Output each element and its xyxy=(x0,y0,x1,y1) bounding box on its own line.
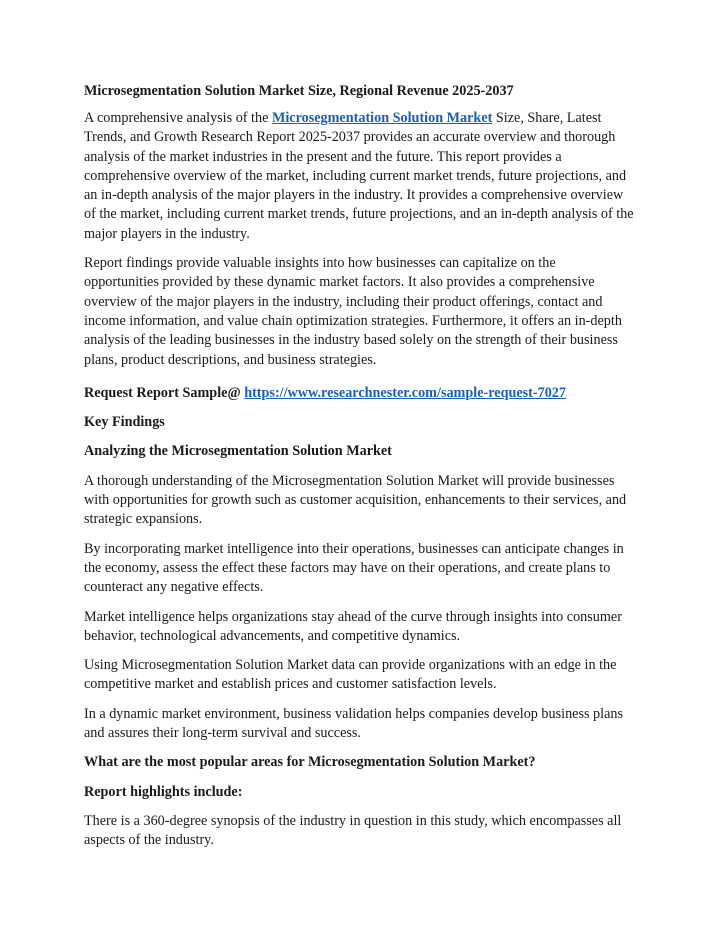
intro-paragraph xyxy=(84,109,634,244)
document-title: Microsegmentation Solution Market Size, Regional Revenue 2025-2037 xyxy=(84,83,514,99)
market-report-link[interactable]: Microsegmentation Solution Market xyxy=(271,110,493,126)
intro-text-before-link: A comprehensive analysis of the xyxy=(84,110,272,126)
findings-paragraph: Report findings provide valuable insights into how businesses can capitalize on the opportunities provided by these dynamic market factors. It also provides a comprehensive overview of the major players in the industry, including their product offerings, contact and income information, and value chain optimization strategies. Furthermore, it offers an in-depth analysis of the leading businesses in the industry based solely on the strength of their business plans, product descriptions, and business strategies. xyxy=(84,255,622,368)
key-findings-heading: Key Findings xyxy=(84,414,165,431)
sample-request-link[interactable]: https://www.researchnester.com/sample-request-7027 xyxy=(244,384,566,401)
request-sample-line xyxy=(84,384,634,403)
body-paragraph-curve: Market intelligence helps organizations stay ahead of the curve through insights into consumer behavior, technological advancements, and competitive dynamics. xyxy=(84,608,622,644)
body-paragraph-edge: Using Microsegmentation Solution Market data can provide organizations with an edge in the competitive market and establish prices and customer satisfaction levels. xyxy=(84,657,617,693)
body-paragraph-growth: A thorough understanding of the Microsegmentation Solution Market will provide businesses with opportunities for growth such as customer acquisition, enhancements to their services, and strategic expansions. xyxy=(84,472,627,528)
intro-text-after-link: Size, Share, Latest Trends, and Growth Research Report 2025-2037 provides an accurate overview and thorough analysis of the market industries in the present and the future. This report provides a comprehensive overview of the market, including current market trends, future projections, and an in-depth analysis of the major players in the industry. It provides a comprehensive overview of the market, including current market trends, future projections, and an in-depth analysis of the major players in the industry. xyxy=(84,110,634,242)
popular-areas-heading: What are the most popular areas for Microsegmentation Solution Market? xyxy=(84,754,536,771)
request-sample-label: Request Report Sample@ xyxy=(84,384,245,401)
analyzing-heading: Analyzing the Microsegmentation Solution Market xyxy=(84,443,392,460)
synopsis-paragraph: There is a 360-degree synopsis of the industry in question in this study, which encompasses all aspects of the industry. xyxy=(84,812,622,849)
body-paragraph-validation: In a dynamic market environment, business validation helps companies develop business plans and assures their long-term survival and success. xyxy=(84,705,624,742)
body-paragraph-intelligence: By incorporating market intelligence into their operations, businesses can anticipate changes in the economy, assess the effect these factors may have on their operations, and create plans to counteract any negative effects. xyxy=(84,540,624,596)
highlights-heading: Report highlights include: xyxy=(84,783,243,800)
